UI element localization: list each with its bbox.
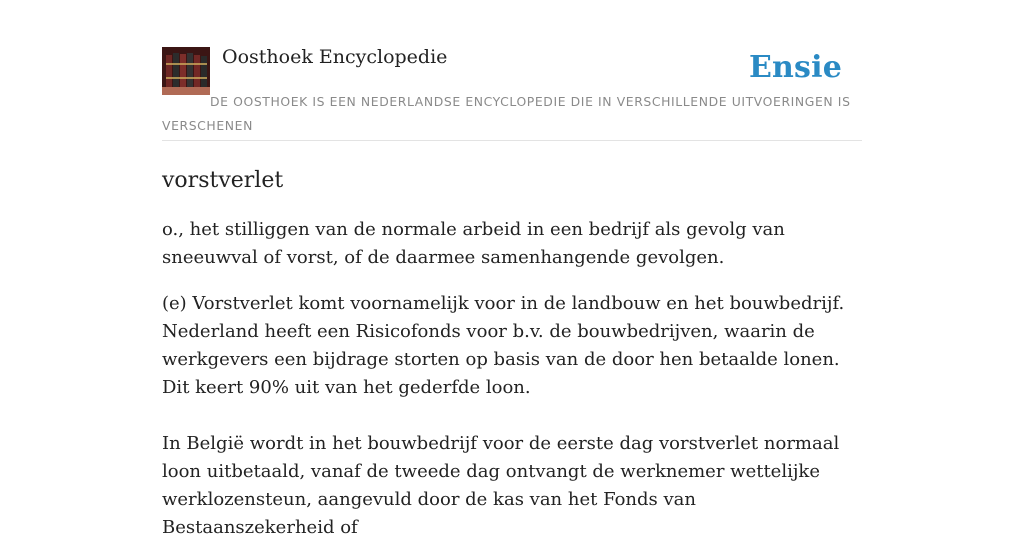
site-tagline: DE OOSTHOEK IS EEN NEDERLANDSE ENCYCLOPEDIE DIE IN VERSCHILLENDE UITVOERINGEN IS VERSCHENEN: [162, 94, 851, 133]
site-header: [162, 0, 862, 141]
entry-title: vorstverlet: [162, 168, 284, 193]
entry-definition: o., het stilliggen van de normale arbeid in een bedrijf als gevolg van sneeuwval of vorst, of de daarmee samenhangende gevolgen.: [162, 219, 785, 268]
page: [162, 0, 862, 542]
brand-logo[interactable]: Ensie: [748, 50, 842, 85]
entry-content: [162, 141, 862, 542]
entry-paragraph: (e) Vorstverlet komt voornamelijk voor in de landbouw en het bouwbedrijf. Nederland heeft een Risicofonds voor b.v. de bouwbedrijven, waarin de werkgevers een bijdrage storten op basis van de door hen betaalde lonen. Dit keert 90% uit van het gederfde loon.: [162, 293, 845, 398]
encyclopedia-books-icon[interactable]: [162, 47, 210, 95]
entry-paragraph: In België wordt in het bouwbedrijf voor de eerste dag vorstverlet normaal loon uitbetaald, vanaf de tweede dag ontvangt de werknemer wettelijke werklozensteun, aangevuld door de kas van het Fonds van Bestaanszekerheid of: [162, 433, 840, 538]
site-title[interactable]: Oosthoek Encyclopedie: [222, 46, 448, 68]
